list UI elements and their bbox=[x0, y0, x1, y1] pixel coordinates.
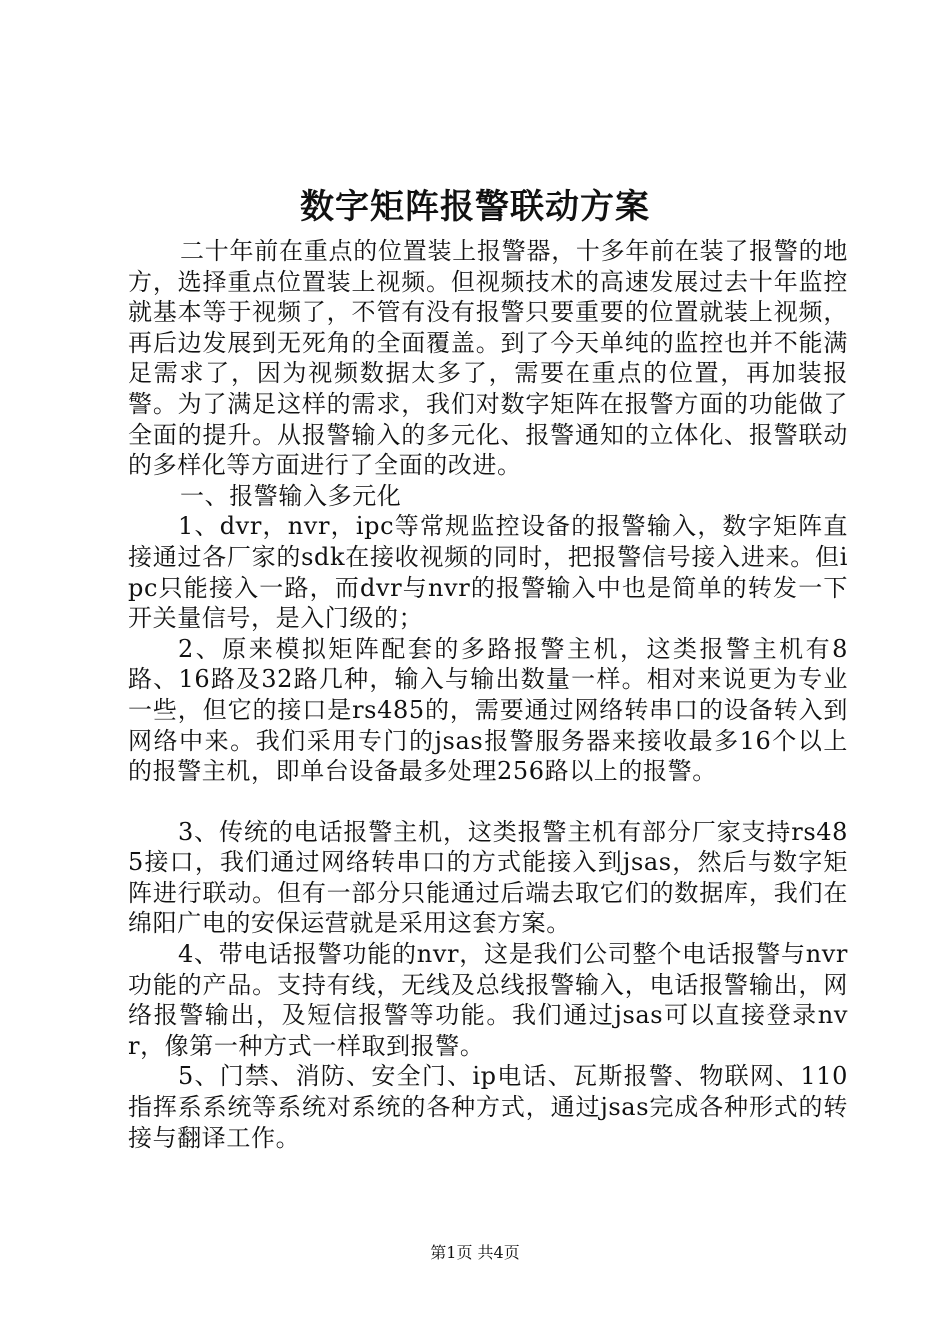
document-body bbox=[128, 236, 848, 1153]
intro-paragraph: 二十年前在重点的位置装上报警器，十多年前在装了报警的地方，选择重点位置装上视频。但视频技术的高速发展过去十年监控就基本等于视频了，不管有没有报警只要重要的位置就装上视频，再后边发展到无死角的全面覆盖。到了今天单纯的监控也并不能满足需求了，因为视频数据太多了，需要在重点的位置，再加装报警。为了满足这样的需求，我们对数字矩阵在报警方面的功能做了全面的提升。从报警输入的多元化、报警通知的立体化、报警联动的多样化等方面进行了全面的改进。 bbox=[128, 237, 848, 480]
section-heading: 一、报警输入多元化 bbox=[180, 481, 402, 510]
document-title: 数字矩阵报警联动方案 bbox=[300, 187, 650, 227]
page-footer: 第1页 共4页 bbox=[430, 1243, 520, 1262]
list-item-3: 3、传统的电话报警主机，这类报警主机有部分厂家支持rs485接口，我们通过网络转串口的方式能接入到jsas，然后与数字矩阵进行联动。但有一部分只能通过后端去取它们的数据库，我们在绵阳广电的安保运营就是采用这套方案。 bbox=[128, 817, 848, 938]
list-item-4: 4、带电话报警功能的nvr，这是我们公司整个电话报警与nvr功能的产品。支持有线，无线及总线报警输入，电话报警输出，网络报警输出，及短信报警等功能。我们通过jsas可以直接登录nvr，像第一种方式一样取到报警。 bbox=[128, 940, 848, 1060]
list-item-2: 2、原来模拟矩阵配套的多路报警主机，这类报警主机有8路、16路及32路几种，输入与输出数量一样。相对来说更为专业一些，但它的接口是rs485的，需要通过网络转串口的设备转入到网络中来。我们采用专门的jsas报警服务器来接收最多16个以上的报警主机，即单台设备最多处理256路以上的报警。 bbox=[128, 634, 848, 786]
paragraph-gap bbox=[128, 787, 848, 817]
list-item-1: 1、dvr，nvr，ipc等常规监控设备的报警输入，数字矩阵直接通过各厂家的sdk在接收视频的同时，把报警信号接入进来。但ipc只能接入一路，而dvr与nvr的报警输入中也是简单的转发一下开关量信号，是入门级的； bbox=[128, 512, 848, 633]
list-item-5: 5、门禁、消防、安全门、ip电话、瓦斯报警、物联网、110指挥系系统等系统对系统的各种方式，通过jsas完成各种形式的转接与翻译工作。 bbox=[128, 1062, 848, 1152]
